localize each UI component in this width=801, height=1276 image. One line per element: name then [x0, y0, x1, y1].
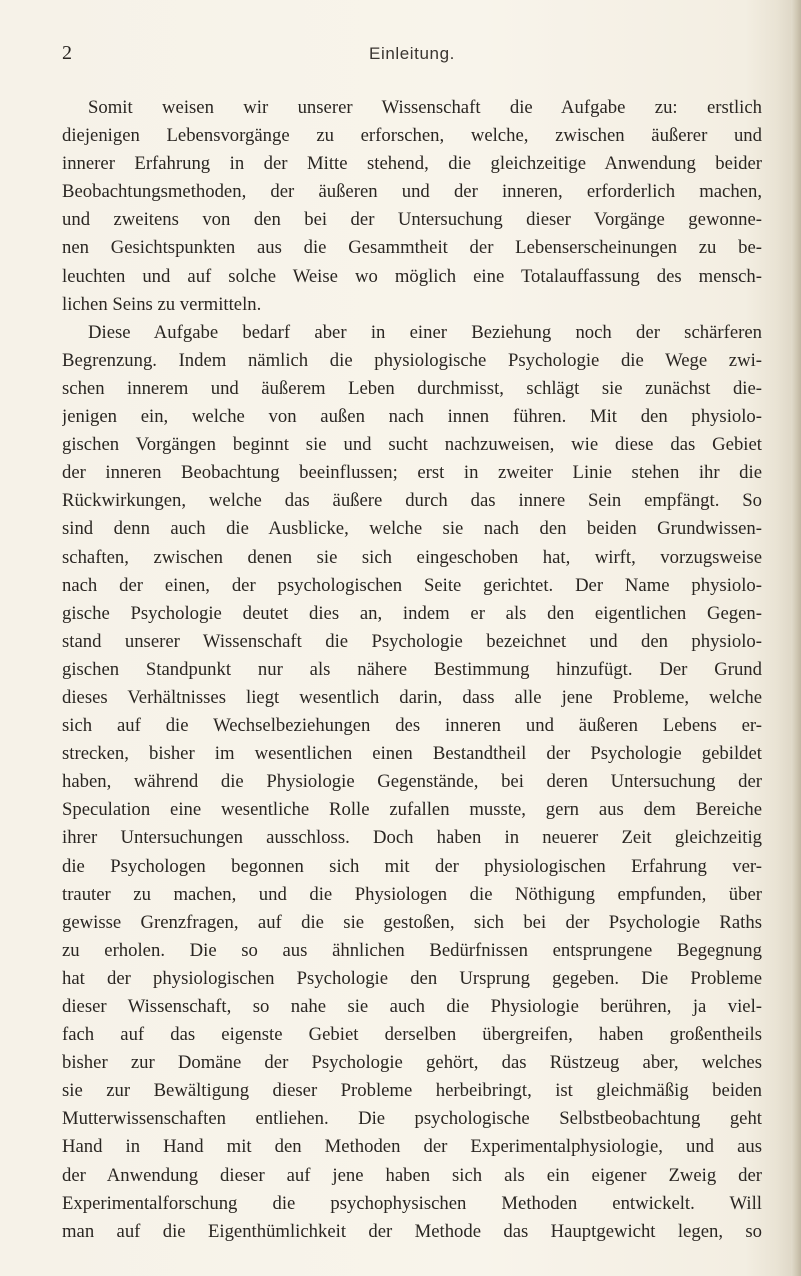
text-line: man auf die Eigenthümlichkeit der Methode das Hauptgewicht legen, so — [62, 1220, 762, 1242]
text-line: jenigen ein, welche von außen nach innen führen. Mit den physiolo- — [62, 406, 762, 428]
text-line: innerer Erfahrung in der Mitte stehend, die gleichzeitige Anwendung beider — [62, 153, 762, 175]
text-line: sich auf die Wechselbeziehungen des inneren und äußeren Lebens er- — [62, 715, 762, 737]
text-line: nach der einen, der psychologischen Seite gerichtet. Der Name physiolo- — [62, 574, 762, 596]
text-line: schen innerem und äußerem Leben durchmisst, schlägt sie zunächst die- — [62, 377, 762, 399]
text-line: trauter zu machen, und die Physiologen die Nöthigung empfunden, über — [62, 883, 762, 905]
text-line: fach auf das eigenste Gebiet derselben übergreifen, haben großentheils — [62, 1024, 762, 1046]
text-line: gischen Standpunkt nur als nähere Bestimmung hinzufügt. Der Grund — [62, 658, 762, 680]
text-line: und zweitens von den bei der Untersuchung dieser Vorgänge gewonne- — [62, 209, 762, 231]
text-line: diejenigen Lebensvorgänge zu erforschen, welche, zwischen äußerer und — [62, 125, 762, 147]
page-edge — [791, 0, 801, 1276]
running-head: Einleitung. — [369, 44, 455, 63]
text-line: Beobachtungsmethoden, der äußeren und der inneren, erforderlich machen, — [62, 181, 762, 203]
page-header — [62, 42, 762, 72]
text-line: nen Gesichtspunkten aus die Gesammtheit der Lebenserscheinungen zu be- — [62, 237, 762, 259]
text-line: sie zur Bewältigung dieser Probleme herbeibringt, ist gleichmäßig beiden — [62, 1080, 762, 1102]
text-line: bisher zur Domäne der Psychologie gehört, das Rüstzeug aber, welches — [62, 1052, 762, 1074]
page-number: 2 — [62, 42, 73, 64]
text-line: gische Psychologie deutet dies an, indem er als den eigentlichen Gegen- — [62, 602, 762, 624]
text-line: stand unserer Wissenschaft die Psychologie bezeichnet und den physiolo- — [62, 630, 762, 652]
text-line: Hand in Hand mit den Methoden der Experimentalphysiologie, und aus — [62, 1136, 762, 1158]
text-line: haben, während die Physiologie Gegenstände, bei deren Untersuchung der — [62, 771, 762, 793]
text-line: leuchten und auf solche Weise wo möglich eine Totalauffassung des mensch- — [62, 265, 762, 287]
text-line: dieses Verhältnisses liegt wesentlich darin, dass alle jene Probleme, welche — [62, 686, 762, 708]
paragraph-2 — [62, 319, 762, 1246]
paragraph-1 — [62, 94, 762, 319]
text-line: dieser Wissenschaft, so nahe sie auch die Physiologie berühren, ja viel- — [62, 996, 762, 1017]
text-line: der Anwendung dieser auf jene haben sich als ein eigener Zweig der — [62, 1164, 762, 1186]
text-line: Begrenzung. Indem nämlich die physiologische Psychologie die Wege zwi- — [62, 349, 762, 371]
text-line: Speculation eine wesentliche Rolle zufallen musste, gern aus dem Bereiche — [62, 799, 762, 821]
text-line: ihrer Untersuchungen ausschloss. Doch haben in neuerer Zeit gleichzeitig — [62, 827, 762, 849]
text-line: Diese Aufgabe bedarf aber in einer Beziehung noch der schärferen — [88, 321, 762, 343]
text-line: gischen Vorgängen beginnt sie und sucht nachzuweisen, wie diese das Gebiet — [62, 434, 762, 456]
text-line: lichen Seins zu vermitteln. — [62, 293, 262, 315]
text-line: strecken, bisher im wesentlichen einen Bestandtheil der Psychologie gebildet — [62, 743, 762, 765]
text-line: zu erholen. Die so aus ähnlichen Bedürfnissen entsprungene Begegnung — [62, 939, 762, 961]
text-line: Experimentalforschung die psychophysischen Methoden entwickelt. Will — [62, 1192, 762, 1214]
text-line: sind denn auch die Ausblicke, welche sie nach den beiden Grundwissen- — [62, 518, 762, 540]
body-text — [62, 94, 762, 1246]
text-line: der inneren Beobachtung beeinflussen; erst in zweiter Linie stehen ihr die — [62, 462, 762, 484]
text-line: hat der physiologischen Psychologie den Ursprung gegeben. Die Probleme — [62, 967, 762, 989]
text-line: Somit weisen wir unserer Wissenschaft die Aufgabe zu: erstlich — [88, 97, 762, 118]
text-line: die Psychologen begonnen sich mit der physiologischen Erfahrung ver- — [62, 855, 762, 877]
text-line: gewisse Grenzfragen, auf die sie gestoßen, sich bei der Psychologie Raths — [62, 911, 762, 933]
text-line: Mutterwissenschaften entliehen. Die psychologische Selbstbeobachtung geht — [62, 1108, 762, 1130]
text-line: schaften, zwischen denen sie sich eingeschoben hat, wirft, vorzugsweise — [62, 546, 762, 568]
text-line: Rückwirkungen, welche das äußere durch das innere Sein empfängt. So — [62, 490, 762, 512]
